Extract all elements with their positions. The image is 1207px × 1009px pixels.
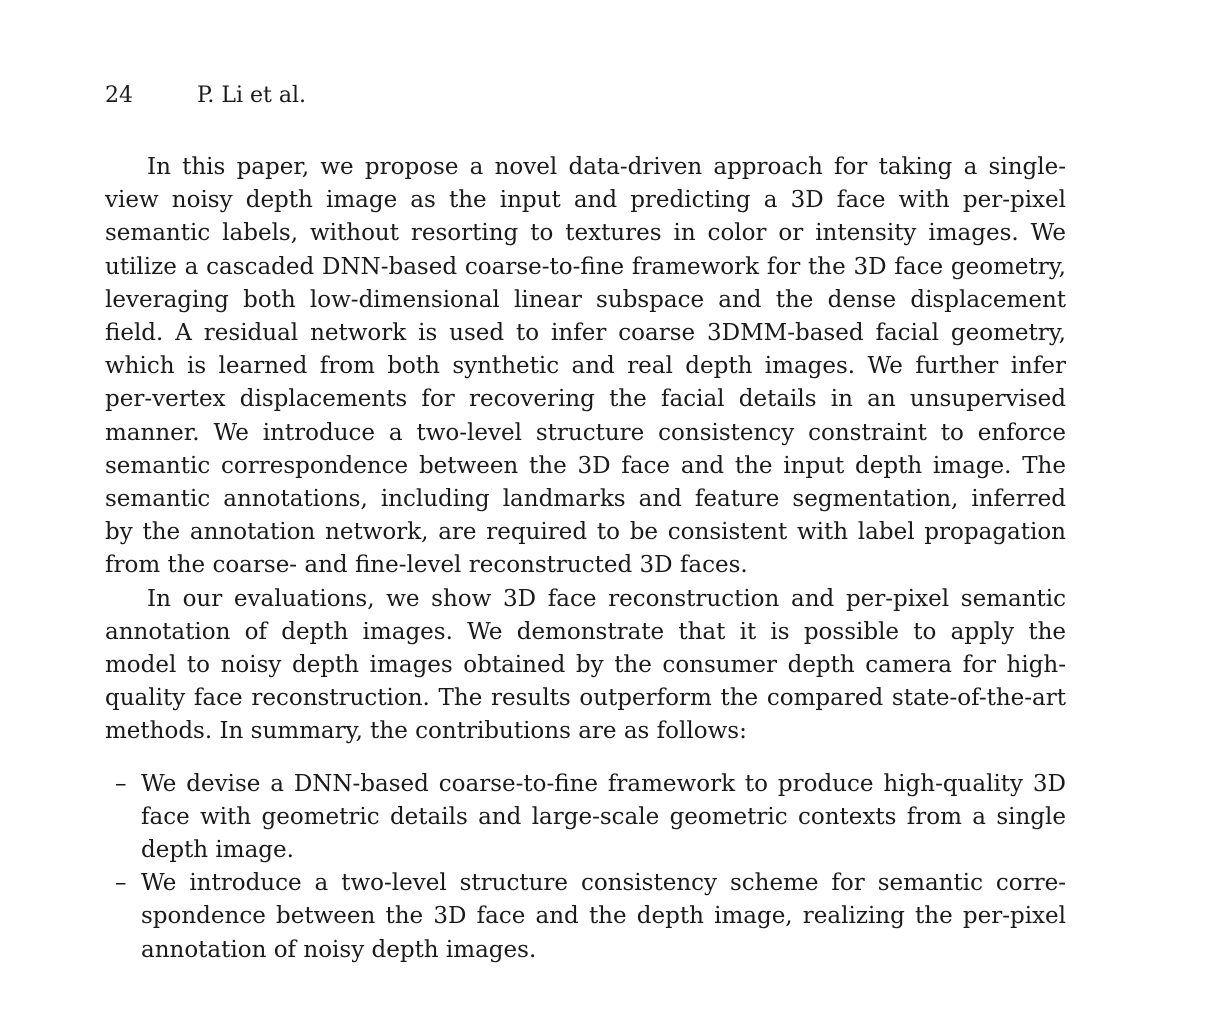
text-line: semantic labels, without resorting to textures in color or intensity images. We [105, 220, 1066, 247]
text-line: by the annotation network, are required to be consistent with label propagation [105, 519, 1066, 546]
text-line: manner. We introduce a two-level structure consistency constraint to enforce [105, 419, 1066, 446]
page-number: 24 [105, 83, 133, 108]
text-line: methods. In summary, the contributions are as follows: [105, 718, 747, 745]
contributions-list [105, 768, 1066, 967]
text-line: annotation of depth images. We demonstrate that it is possible to apply the [105, 618, 1066, 645]
paragraph-intro [105, 151, 1066, 583]
text-line: model to noisy depth images obtained by the consumer depth camera for high- [105, 652, 1066, 679]
text-line: quality face reconstruction. The results outperform the compared state-of-the-art [105, 685, 1066, 712]
text-line: spondence between the 3D face and the depth image, realizing the per-pixel [141, 903, 1066, 930]
text-line: semantic correspondence between the 3D face and the input depth image. The [105, 452, 1066, 479]
list-item [105, 867, 1066, 967]
text-line: We introduce a two-level structure consistency scheme for semantic corre- [141, 870, 1066, 897]
body-text [105, 151, 1066, 967]
running-head-authors: P. Li et al. [197, 83, 306, 108]
text-line: utilize a cascaded DNN-based coarse-to-fine framework for the 3D face geometry, [105, 253, 1066, 280]
paragraph-evaluations [105, 583, 1066, 749]
text-line: field. A residual network is used to infer coarse 3DMM-based facial geometry, [105, 320, 1066, 347]
text-line: face with geometric details and large-scale geometric contexts from a single [141, 803, 1066, 830]
text-line: from the coarse- and fine-level reconstructed 3D faces. [105, 552, 748, 579]
text-line: We devise a DNN-based coarse-to-fine framework to produce high-quality 3D [141, 770, 1066, 797]
text-line: In our evaluations, we show 3D face reconstruction and per-pixel semantic [147, 585, 1066, 612]
dash-bullet: – [115, 870, 127, 897]
text-line: depth image. [141, 837, 294, 864]
text-line: which is learned from both synthetic and real depth images. We further infer [105, 353, 1066, 380]
text-line: per-vertex displacements for recovering the facial details in an unsupervised [105, 386, 1066, 413]
text-line: In this paper, we propose a novel data-driven approach for taking a single- [147, 154, 1066, 180]
dash-bullet: – [115, 770, 127, 797]
running-head [105, 83, 306, 109]
text-line: view noisy depth image as the input and predicting a 3D face with per-pixel [105, 187, 1066, 214]
text-line: annotation of noisy depth images. [141, 936, 537, 963]
text-line: leveraging both low-dimensional linear subspace and the dense displacement [105, 286, 1066, 313]
text-line: semantic annotations, including landmarks and feature segmentation, inferred [105, 486, 1066, 513]
list-item [105, 768, 1066, 868]
